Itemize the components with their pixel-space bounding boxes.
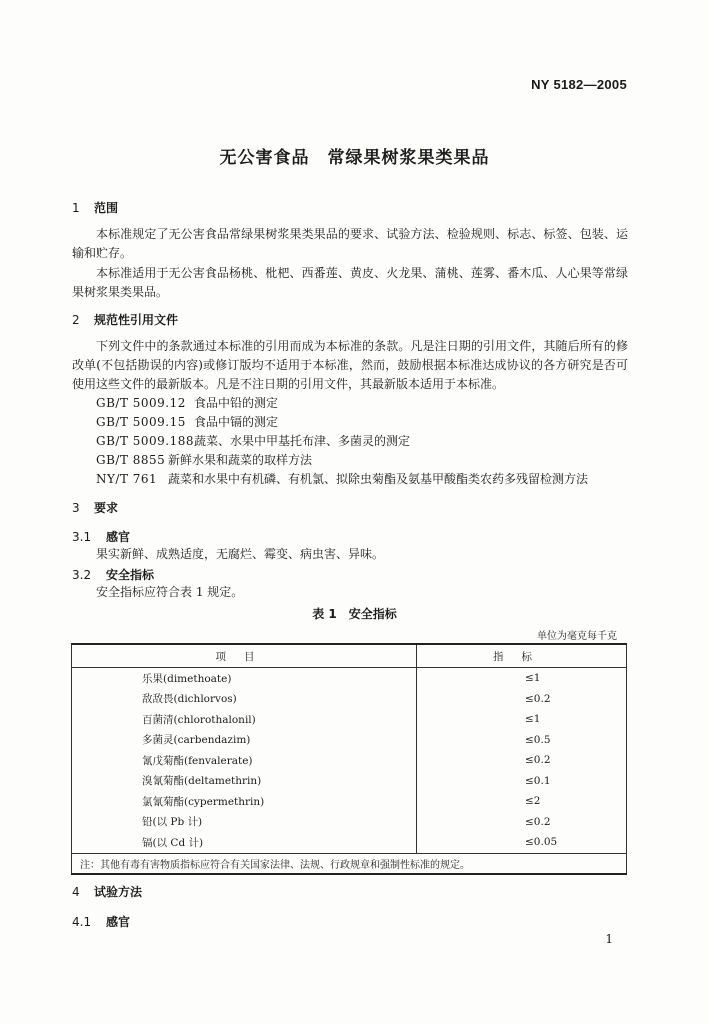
value-cell: ≤0.2	[417, 812, 627, 833]
section-number: 4.1	[72, 915, 92, 929]
page-number: 1	[605, 932, 613, 946]
reference-item	[96, 432, 410, 449]
section-title: 感官	[106, 530, 131, 544]
section-1-paragraph-1: 本标准规定了无公害食品常绿果树浆果类果品的要求、试验方法、检验规则、标志、标签、包装、运输和贮存。	[72, 227, 628, 260]
safety-index-table	[71, 643, 627, 875]
reference-item	[96, 413, 278, 430]
section-3-2-paragraph: 安全指标应符合表 1 规定。	[96, 585, 244, 599]
column-header-item: 项目	[72, 644, 417, 668]
section-4-1-heading	[72, 913, 130, 930]
reference-code: GB/T 8855	[96, 453, 166, 467]
table-header-row	[72, 644, 627, 668]
section-2-paragraph: 下列文件中的条款通过本标准的引用而成为本标准的条款。凡是注日期的引用文件，其随后所有的修改单(不包括勘误的内容)或修订版均不适用于本标准，然而，鼓励根据本标准达成协议的各方研究是否可使用这些文件的最新版本。凡是不注日期的引用文件，其最新版本适用于本标准。	[72, 339, 628, 391]
section-title: 安全指标	[106, 568, 155, 582]
item-cell: 多菌灵(carbendazim)	[72, 730, 417, 751]
reference-item	[96, 451, 312, 468]
reference-name: 蔬菜、水果中甲基托布津、多菌灵的测定	[194, 434, 411, 448]
section-2-heading	[72, 311, 178, 328]
section-number: 3	[72, 501, 80, 515]
reference-name: 新鲜水果和蔬菜的取样方法	[168, 453, 313, 467]
reference-name: 食品中镉的测定	[194, 415, 279, 429]
item-cell: 敌敌畏(dichlorvos)	[72, 689, 417, 710]
table-row	[72, 668, 627, 689]
section-number: 4	[72, 885, 80, 899]
value-cell: ≤0.2	[417, 689, 627, 710]
value-cell: ≤2	[417, 791, 627, 812]
reference-item	[96, 394, 278, 411]
reference-code: GB/T 5009.188	[96, 434, 195, 448]
reference-item	[96, 470, 588, 487]
section-3-1-paragraph: 果实新鲜、成熟适度，无腐烂、霉变、病虫害、异味。	[96, 547, 385, 561]
section-4-heading	[72, 883, 142, 900]
section-number: 3.1	[72, 530, 92, 544]
table-row	[72, 730, 627, 751]
value-cell: ≤0.05	[417, 832, 627, 853]
item-cell: 乐果(dimethoate)	[72, 668, 417, 689]
value-cell: ≤0.5	[417, 730, 627, 751]
section-title: 要求	[94, 501, 119, 515]
item-cell: 百菌清(chlorothalonil)	[72, 709, 417, 730]
reference-code: GB/T 5009.12	[96, 396, 186, 410]
item-cell: 铅(以 Pb 计)	[72, 812, 417, 833]
table-row	[72, 709, 627, 730]
item-cell: 氰戊菊酯(fenvalerate)	[72, 750, 417, 771]
section-title: 范围	[94, 201, 119, 215]
reference-code: NY/T 761	[96, 472, 158, 486]
reference-code: GB/T 5009.15	[96, 415, 186, 429]
section-number: 2	[72, 313, 80, 327]
section-number: 1	[72, 201, 80, 215]
value-cell: ≤1	[417, 709, 627, 730]
item-cell: 镉(以 Cd 计)	[72, 832, 417, 853]
item-cell: 溴氰菊酯(deltamethrin)	[72, 771, 417, 792]
section-3-heading	[72, 499, 118, 516]
section-1-heading	[72, 199, 118, 216]
section-title: 感官	[106, 915, 131, 929]
table-row	[72, 689, 627, 710]
table-row	[72, 771, 627, 792]
section-number: 3.2	[72, 568, 92, 582]
value-cell: ≤0.2	[417, 750, 627, 771]
table-unit: 单位为毫克每千克	[537, 631, 617, 642]
section-3-2-heading	[72, 566, 154, 583]
document-title: 无公害食品 常绿果树浆果类果品	[219, 148, 490, 168]
table-row	[72, 832, 627, 853]
value-cell: ≤1	[417, 668, 627, 689]
column-header-value: 指标	[417, 644, 627, 668]
table-row	[72, 791, 627, 812]
section-title: 规范性引用文件	[94, 313, 179, 327]
table-row	[72, 750, 627, 771]
reference-name: 蔬菜和水果中有机磷、有机氯、拟除虫菊酯及氨基甲酸酯类农药多残留检测方法	[168, 472, 589, 486]
value-cell: ≤0.1	[417, 771, 627, 792]
standard-number: NY 5182—2005	[531, 77, 627, 92]
table-row	[72, 812, 627, 833]
table-title: 表 1 安全指标	[312, 607, 397, 621]
section-3-1-heading	[72, 528, 130, 545]
table-note: 注：其他有毒有害物质指标应符合有关国家法律、法规、行政规章和强制性标准的规定。	[72, 853, 627, 874]
item-cell: 氯氰菊酯(cypermethrin)	[72, 791, 417, 812]
section-title: 试验方法	[94, 885, 143, 899]
reference-name: 食品中铅的测定	[194, 396, 279, 410]
table-note-row	[72, 853, 627, 874]
section-1-paragraph-2: 本标准适用于无公害食品杨桃、枇杷、西番莲、黄皮、火龙果、蒲桃、莲雾、番木瓜、人心果等常绿果树浆果类果品。	[72, 266, 628, 299]
